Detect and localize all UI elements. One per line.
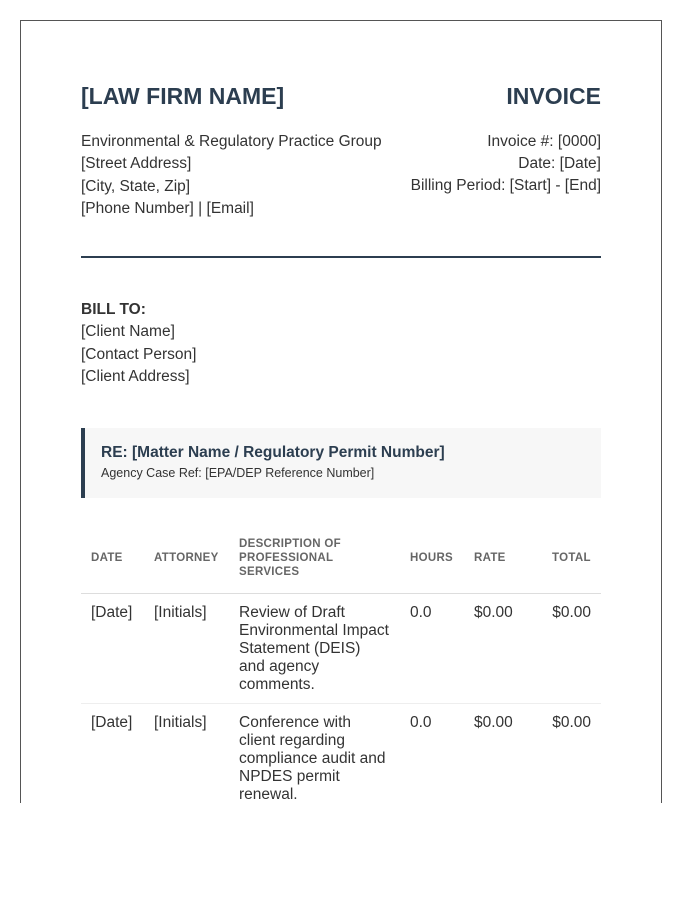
agency-case-ref: Agency Case Ref: [EPA/DEP Reference Number] [101, 466, 375, 480]
cell-rate: $0.00 [464, 594, 542, 704]
invoice-meta [411, 131, 601, 197]
cell-date: [Date] [81, 704, 144, 804]
table-row [81, 594, 601, 704]
firm-street: [Street Address] [81, 155, 192, 173]
firm-contact: [Phone Number] | [Email] [81, 199, 254, 217]
cell-hours: 0.0 [400, 704, 464, 804]
col-header-total: TOTAL [542, 533, 601, 594]
bill-to-block [81, 299, 196, 388]
contact-person: [Contact Person] [81, 345, 197, 363]
cell-attorney: [Initials] [144, 594, 229, 704]
col-header-description: DESCRIPTION OF PROFESSIONAL SERVICES [229, 533, 400, 594]
table-row [81, 704, 601, 804]
invoice-header [81, 83, 601, 113]
header-divider [81, 256, 601, 258]
cell-hours: 0.0 [400, 594, 464, 704]
matter-reference-box [81, 428, 601, 498]
firm-details [81, 131, 382, 220]
cell-attorney: [Initials] [144, 704, 229, 804]
cell-description: Review of Draft Environmental Impact Statement (DEIS) and agency comments. [229, 594, 400, 704]
bill-to-label: BILL TO: [81, 301, 146, 318]
firm-city-state-zip: [City, State, Zip] [81, 177, 191, 195]
matter-title: RE: [Matter Name / Regulatory Permit Number] [101, 444, 445, 461]
invoice-date: Date: [Date] [518, 155, 601, 172]
client-name: [Client Name] [81, 323, 175, 341]
cell-total: $0.00 [542, 704, 601, 804]
cell-total: $0.00 [542, 594, 601, 704]
firm-name: [LAW FIRM NAME] [81, 83, 285, 109]
table-header-row [81, 533, 601, 594]
services-table [81, 533, 601, 803]
practice-group: Environmental & Regulatory Practice Group [81, 133, 382, 150]
client-address: [Client Address] [81, 367, 190, 385]
invoice-sheet [20, 20, 662, 803]
billing-period: Billing Period: [Start] - [End] [410, 177, 601, 194]
col-header-attorney: ATTORNEY [144, 533, 229, 594]
col-header-rate: RATE [464, 533, 542, 594]
invoice-title: INVOICE [506, 83, 601, 109]
cell-rate: $0.00 [464, 704, 542, 804]
col-header-hours: HOURS [400, 533, 464, 594]
col-header-date: DATE [81, 533, 144, 594]
cell-description: Conference with client regarding compliance audit and NPDES permit renewal. [229, 704, 400, 804]
cell-date: [Date] [81, 594, 144, 704]
invoice-number: Invoice #: [0000] [487, 133, 601, 150]
